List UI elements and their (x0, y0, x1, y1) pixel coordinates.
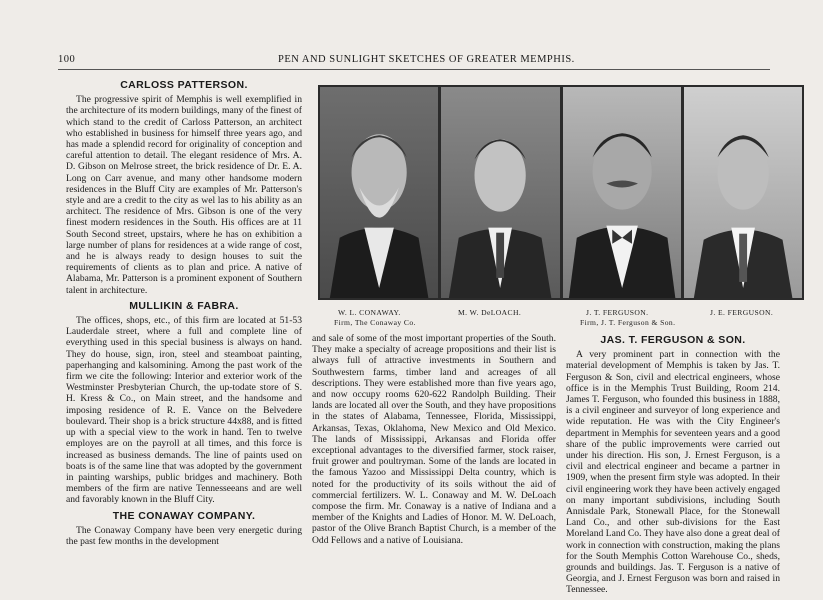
man-portrait-icon (563, 87, 681, 298)
conaway-article-start: The Conaway Company have been very energetic during the past few months in the development (66, 524, 302, 547)
man-portrait-icon (441, 87, 559, 298)
ferguson-article: A very prominent part in connection with the material development of Memphis is taken by Jas. T. Ferguson & Son, civil and electrical engineers, whose office is in the Memphis Trust Building, Room 214. James T. Ferguson, who founded this business in 1888, is a civil engineer and surveyor of long experience and wide reputation. He was with the City Engineer's department in Memphis for seventeen years and a good share of the public improvements were carried out under his direction. His son, J. Ernest Ferguson, is a civil and electrical engineer and became a partner in 1909, when the present firm style was adopted. In their civil engineering work they have been actively engaged on many important subdivisions, including South Annisdale Park, Stonewall Place, for the Stonewall Land Co., and other sub-divisions for the East Moreland Land Co. They have also done a great deal of work in connection with construction, making the plans for the South Memphis Cotton Warehouse Co., sheds, grounds and buildings. Jas. T. Ferguson is a native of Georgia, and J. Ernest Ferguson was born and raised in Tennessee. (566, 349, 780, 596)
section-heading-patterson: CARLOSS PATTERSON. (120, 79, 248, 91)
running-title: PEN AND SUNLIGHT SKETCHES OF GREATER MEMPHIS. (278, 54, 575, 65)
caption-name-4: J. E. FERGUSON. (710, 308, 774, 317)
portrait-photo-deloach (441, 87, 559, 298)
portrait-photographs (318, 85, 804, 300)
caption-name-2: M. W. DeLOACH. (458, 308, 522, 317)
conaway-article-continued: and sale of some of the most important properties of the South. They make a specialty of acreage propositions and their list is always full of attractive investments in Southern and Southwestern farms, timber land and acreages of all descriptions. They were established more than five years ago, and now occupy rooms 620-622 Randolph Building. Their lands are located all over the South, and they have propositions in the states of Alabama, Tennessee, Florida, Mississippi, Arkansas, Texas, Oklahoma, New Mexico and Old Mexico. The lands of Mississippi, Arkansas and Florida offer exceptional advantages to the diversified farmer, stock raiser, fruit grower and poultryman. Some of the lands are located in the famous Yazoo and Mississippi Delta country, which is noted for the productivity of its soils without the aid of commercial fertilizers. W. L. Conaway and M. W. DeLoach compose the firm. Mr. Conaway is a native of Indiana and a member of the Knights and Ladies of Honor. M. W. DeLoach, pastor of the Olive Branch Baptist Church, is a member of the Odd Fellows and a native of Louisiana. (312, 333, 556, 546)
section-heading-ferguson: JAS. T. FERGUSON & SON. (600, 334, 746, 346)
page-header (58, 54, 770, 70)
caption-firm-3: Firm, J. T. Ferguson & Son. (580, 318, 676, 327)
caption-firm-1: Firm, The Conaway Co. (334, 318, 416, 327)
page-number: 100 (58, 54, 76, 65)
caption-name-3: J. T. FERGUSON. (586, 308, 649, 317)
patterson-article: The progressive spirit of Memphis is well exemplified in the architecture of its modern buildings, many of the finest of which stand to the credit of Carloss Patterson, an architect who established in business for himself three years ago, and has made a splendid record for originality of conception and careful attention to detail. The elegant residence of Mrs. A. D. Gibson on Melrose street, the brick residence of Dr. E. A. Long on Carr avenue, and many other handsome modern residences in the Bluff City are examples of Mr. Patterson's style and are a credit to the city as wel las to his ability as an architect. The residence of Mrs. Gibson is one of the very finest modern residences in the South. His offices are at 11 South Second street, upstairs, where he has on exhibition a large number of plans for residences at a wide range of cost, and he is always ready to design houses to suit the requirements of clients as to plan and price. A native of Alabama, Mr. Patterson is a prominent exponent of Southern talent in architecture. (66, 94, 302, 296)
right-column (566, 333, 780, 596)
man-portrait-icon (320, 87, 438, 298)
portrait-photo-je-ferguson (684, 87, 802, 298)
mullikin-article: The offices, shops, etc., of this firm are located at 51-53 Lauderdale street, where a full and complete line of everything used in this special business is always on hand. They do house, sign, iron, steel and steamboat painting, paperhanging and kalsomining. Among the past work of the firm we cite the following: Interior and exterior work of the Westminster Presbyterian Church, the up-todate store of S. H. Kress & Co., on Main street, and the handsome and imposing residence of R. E. Vance on the Belvedere boulevard. Their shop is a brick structure 44x88, and is fitted up with a special view to the work in hand. Ten to twelve employes are on the payroll at all times, and this force is increased as business demands. The line of paints used on boats is of the same line that was adopted by the government in painting warships, public bridges and machinery. Both members of the firm are native Tennesseeans and are well and favorably known in the Bluff City. (66, 315, 302, 506)
middle-column (312, 333, 556, 546)
section-heading-mullikin: MULLIKIN & FABRA. (129, 299, 239, 312)
section-heading-conaway: THE CONAWAY COMPANY. (112, 509, 256, 522)
caption-name-1: W. L. CONAWAY. (338, 308, 401, 317)
left-column (66, 78, 302, 547)
portrait-photo-jt-ferguson (563, 87, 681, 298)
portrait-photo-conaway (320, 87, 438, 298)
man-portrait-icon (684, 87, 802, 298)
